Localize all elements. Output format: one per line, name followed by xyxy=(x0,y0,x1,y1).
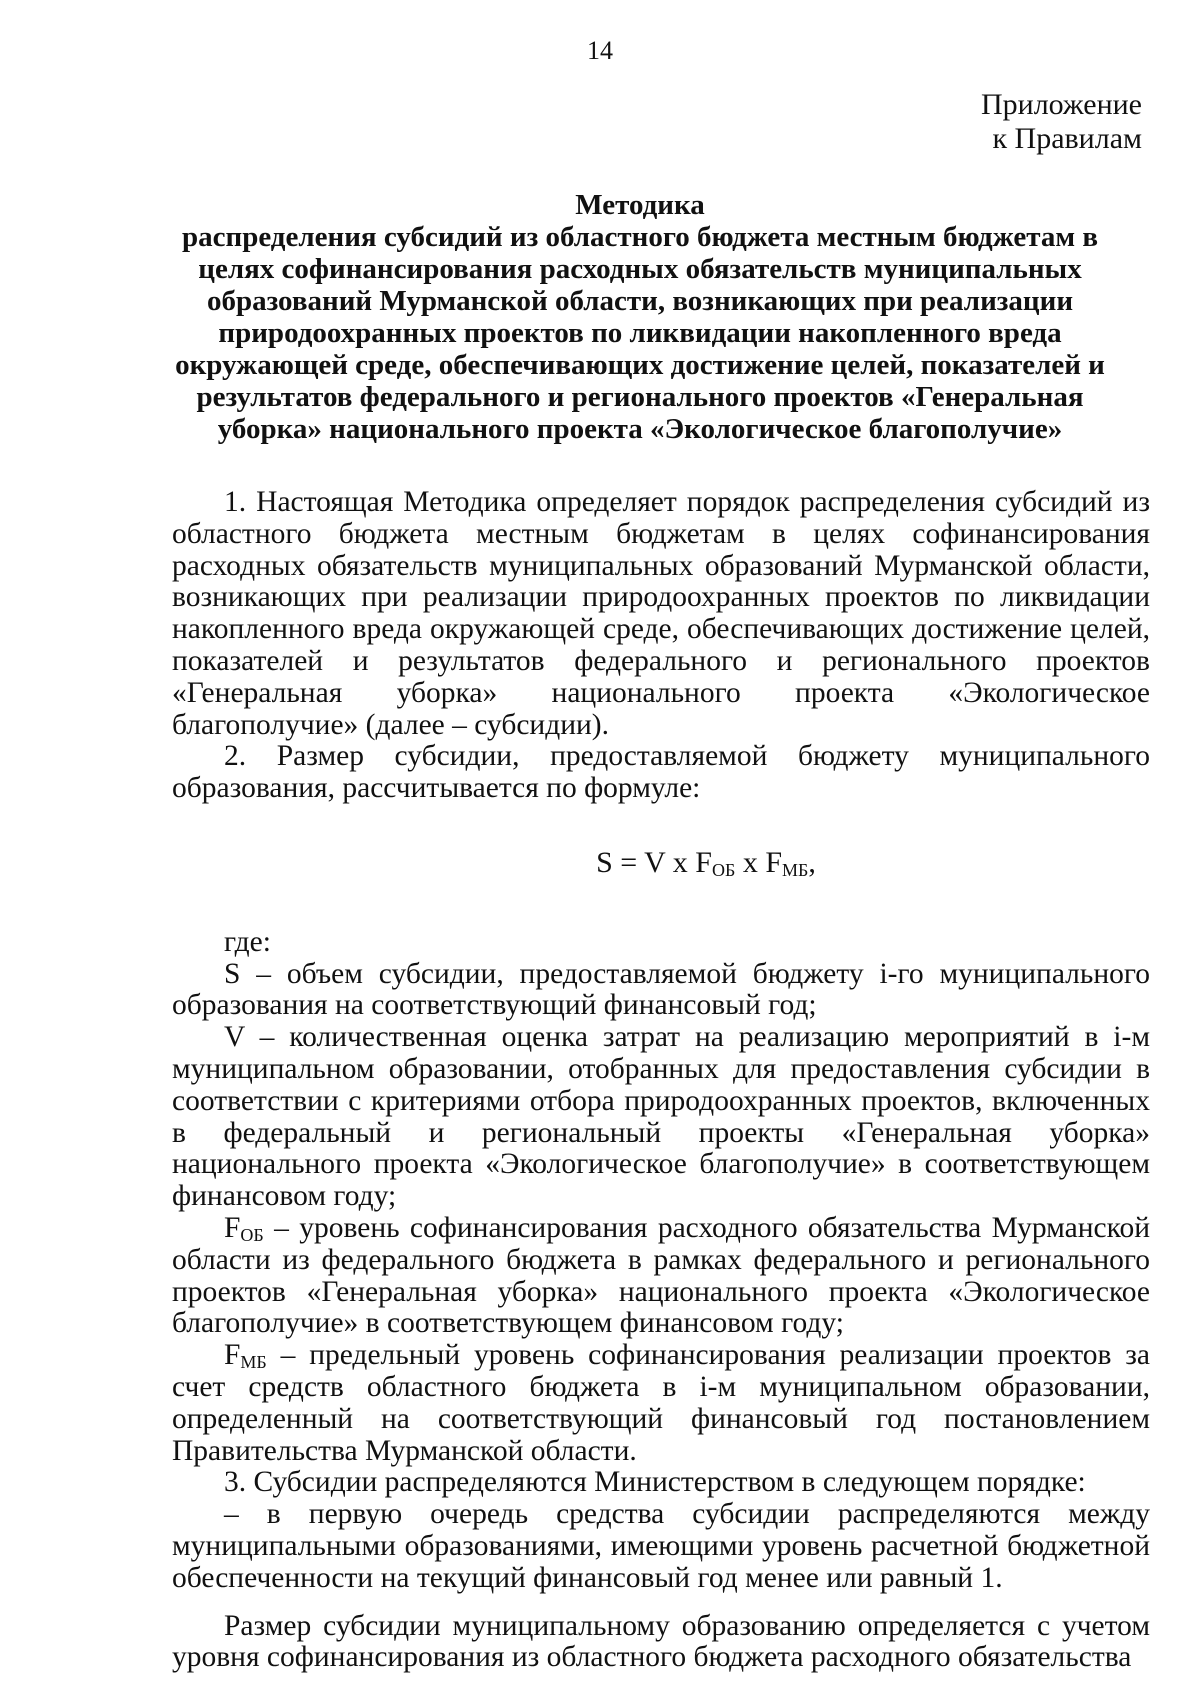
document-heading xyxy=(170,189,1110,445)
symbol-sub-mb: МБ xyxy=(240,1352,267,1373)
document-body xyxy=(172,487,1150,1674)
formula-sub-ob: ОБ xyxy=(712,859,736,880)
formula-lhs: S = V x F xyxy=(596,845,712,879)
heading-line: целях софинансирования расходных обязательств муниципальных xyxy=(198,253,1082,285)
definition-s: S – объем субсидии, предоставляемой бюджету i-го муниципального образования на соответствующий финансовый год; xyxy=(172,957,1150,1022)
heading-line: окружающей среде, обеспечивающих достижение целей, показателей и xyxy=(175,349,1105,381)
heading-line: результатов федерального и регионального проектов «Генеральная xyxy=(196,381,1084,413)
paragraph-gap xyxy=(172,1595,1150,1611)
heading-line: распределения субсидий из областного бюджета местным бюджетам в xyxy=(181,221,1099,253)
paragraph-2: 2. Размер субсидии, предоставляемой бюджету муниципального образования, рассчитывается по формуле: xyxy=(172,740,1150,805)
heading-line: образований Мурманской области, возникающих при реализации xyxy=(206,285,1074,317)
appendix-line-2: к Правилам xyxy=(992,122,1142,155)
definition-fmb xyxy=(172,1340,1150,1467)
appendix-line-1: Приложение xyxy=(980,88,1142,121)
paragraph-3: 3. Субсидии распределяются Министерством в следующем порядке: xyxy=(224,1466,1086,1499)
symbol-f: F xyxy=(224,1339,241,1372)
formula-tail: , xyxy=(808,845,816,879)
definition-fmb-text: – предельный уровень софинансирования реализации проектов за счет средств областного бюджета в i-м муниципальном образовании, определенный на соответствующий финансовый год постановлением Правительства Мурманской области. xyxy=(172,1339,1150,1467)
heading-line: природоохранных проектов по ликвидации накопленного вреда xyxy=(218,317,1062,349)
formula-sub-mb: МБ xyxy=(782,859,809,880)
symbol-f: F xyxy=(224,1211,241,1244)
paragraph-3-dash-item: – в первую очередь средства субсидии распределяются между муниципальными образованиями, имеющими уровень расчетной бюджетной обеспеченности на текущий финансовый год менее или равный 1. xyxy=(172,1498,1150,1594)
paragraph-4: Размер субсидии муниципальному образованию определяется с учетом уровня софинансирования из областного бюджета расходного обязательства xyxy=(172,1609,1150,1674)
definition-v: V – количественная оценка затрат на реализацию мероприятий в i-м муниципальном образовании, отобранных для предоставления субсидии в соответствии с критериями отбора природоохранных проектов, включенных в федеральный и региональный проекты «Генеральная уборка» национального проекта «Экологическое благополучие» в соответствующем финансовом году; xyxy=(172,1021,1150,1213)
symbol-sub-ob: ОБ xyxy=(240,1224,264,1245)
formula xyxy=(262,847,1150,879)
paragraph-1: 1. Настоящая Методика определяет порядок распределения субсидий из областного бюджета местным бюджетам в целях софинансирования расходных обязательств муниципальных образований Мурманской области, возникающих при реализации природоохранных проектов по ликвидации накопленного вреда окружающей среде, обеспечивающих достижение целей, показателей и результатов федерального и регионального проектов «Генеральная уборка» национального проекта «Экологическое благополучие» (далее – субсидии). xyxy=(172,486,1150,741)
formula-mid: x F xyxy=(735,845,783,879)
definition-fob-text: – уровень софинансирования расходного обязательства Мурманской области из федерального бюджета в рамках федерального и регионального проектов «Генеральная уборка» национального проекта «Экологическое благополучие» в соответствующем финансовом году; xyxy=(172,1211,1150,1340)
heading-title: Методика xyxy=(575,189,705,221)
page-number: 14 xyxy=(587,36,613,65)
where-label: где: xyxy=(224,925,271,958)
heading-line: уборка» национального проекта «Экологическое благополучие» xyxy=(217,413,1063,445)
definition-fob xyxy=(172,1213,1150,1340)
appendix-note xyxy=(981,88,1142,156)
